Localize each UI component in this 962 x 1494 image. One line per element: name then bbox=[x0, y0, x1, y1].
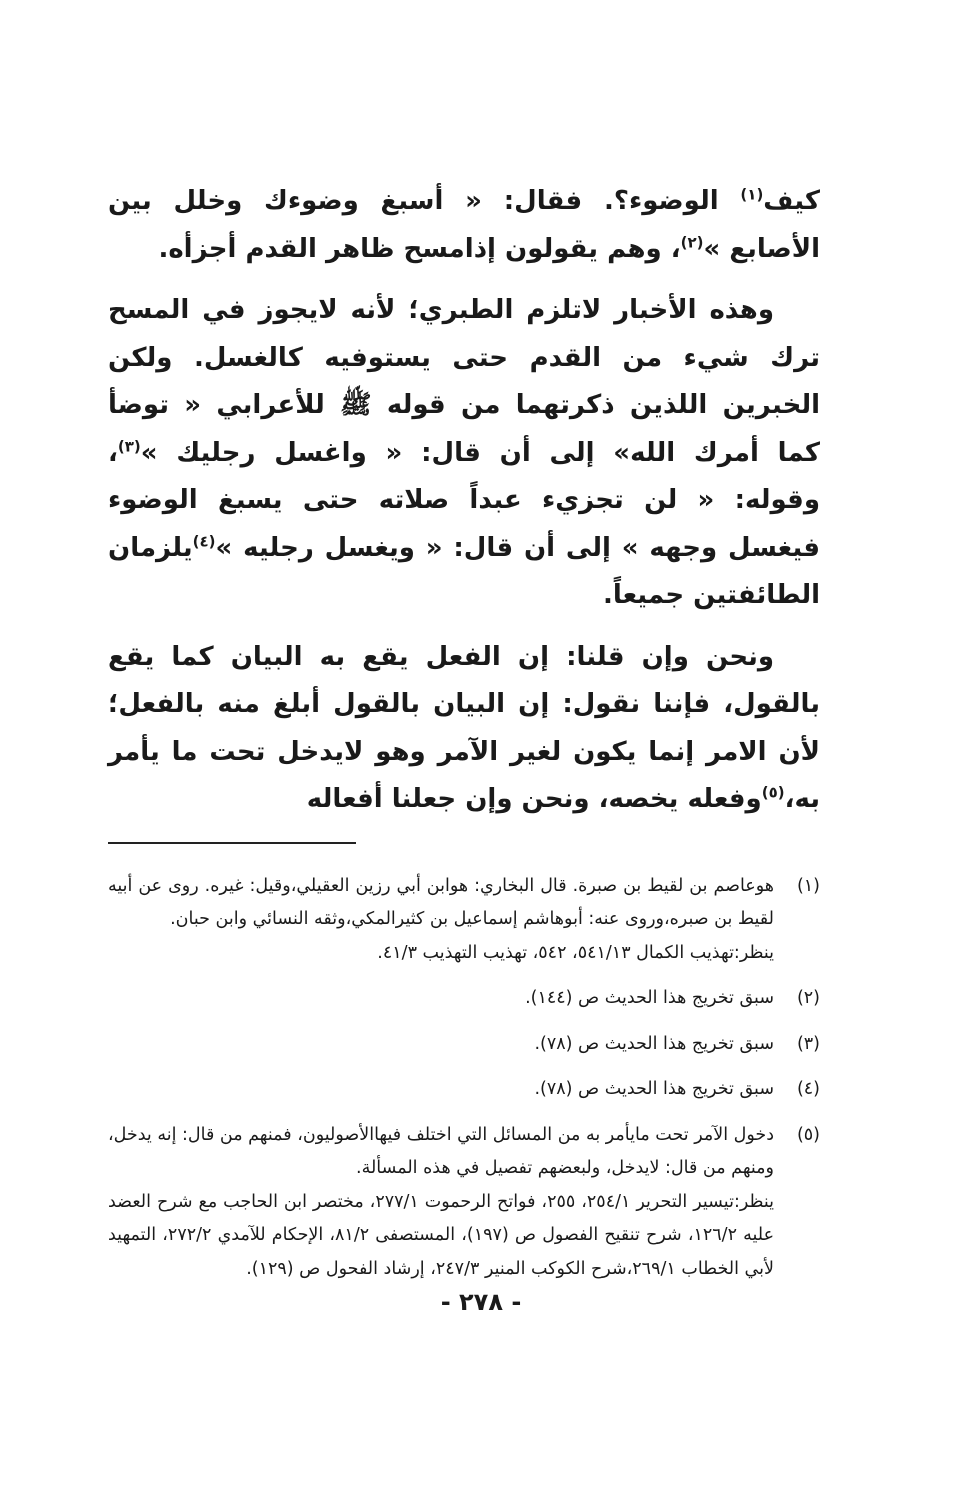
footnote-number: (١) bbox=[796, 875, 820, 896]
footnotes bbox=[108, 870, 820, 1287]
footnote-line: دخول الآمر تحت مايأمر به من المسائل التي اختلف فيهاالأصوليون، فمنهم من قال: إنه يدخل، ومنهم من قال: لايدخل، ولبعضهم تفصيل في هذه المسألة. bbox=[108, 1124, 774, 1178]
footnote-line: سبق تخريج هذا الحديث ص (٧٨). bbox=[534, 1079, 774, 1099]
footnote-ref-2: (٢) bbox=[680, 232, 704, 251]
footnote-ref-3: (٣) bbox=[117, 436, 141, 455]
footnote-text bbox=[108, 1073, 774, 1107]
footnote-2 bbox=[108, 982, 820, 1016]
footnote-line: ينظر:تهذيب الكمال ٥٤١/١٣، ٥٤٢، تهذيب التهذيب ٤١/٣. bbox=[377, 942, 774, 963]
paragraph-3 bbox=[108, 634, 820, 824]
text-segment: الوضوء؟. فقال: « أسبغ وضوءك وخلل بين الأصابع » bbox=[108, 186, 820, 264]
footnote-line: سبق تخريج هذا الحديث ص (١٤٤). bbox=[525, 988, 774, 1008]
text-segment: يلزمان الطائفتين جميعاً. bbox=[108, 532, 820, 610]
paragraph-2 bbox=[108, 287, 820, 620]
text-segment: ونحن وإن قلنا: إن الفعل يقع به البيان كما يقع بالقول، فإننا نقول: إن البيان بالقول أبلغ منه بالفعل؛ لأن الامر إنما يكون لغير الآمر وهو لايدخل تحت ما يأمر به، bbox=[108, 641, 820, 814]
footnote-ref-4: (٤) bbox=[192, 531, 216, 550]
text-segment: وفعله يخصه، ونحن وإن جعلنا أفعاله bbox=[306, 784, 762, 814]
footnote-ref-1: (١) bbox=[740, 185, 764, 204]
footnote-number: (٣) bbox=[796, 1033, 820, 1054]
footnote-line: هوعاصم بن لقيط بن صبرة. قال البخاري: هوابن أبي رزين العقيلي،وقيل: غيره. روى عن أبيه لقيط بن صبره،وروى عنه: أبوهاشم إسماعيل بن كثيرالمكي،وثقه النسائي وابن حبان. bbox=[108, 875, 774, 929]
main-text bbox=[108, 178, 820, 824]
text-segment: ، وقوله: « لن تجزيء عبداً صلاته حتى يسبغ الوضوء فيغسل وجهه » إلى أن قال: « ويغسل رجليه » bbox=[108, 437, 820, 563]
footnote-text bbox=[108, 1119, 774, 1287]
footnote-number: (٥) bbox=[796, 1124, 820, 1145]
footnote-line: ينظر:تيسير التحرير ٢٥٤/١، ٢٥٥، فواتح الرحموت ٢٧٧/١، مختصر ابن الحاجب مع شرح العضد عليه ١٢٦/٢، شرح تنقيح الفصول ص (١٩٧)، المستصفى ٨١/٢، الإحكام للآمدي ٢٧٢/٢، التمهيد لأبي الخطاب ٢٦٩/١،شرح الكوكب المنير ٢٤٧/٣، إرشاد الفحول ص (١٢٩). bbox=[108, 1191, 775, 1279]
page-body bbox=[108, 178, 820, 1298]
footnote-5 bbox=[108, 1119, 820, 1287]
footnote-1 bbox=[108, 870, 820, 971]
text-segment: ، وهم يقولون إذامسح ظاهر القدم أجزأه. bbox=[158, 233, 681, 264]
text-segment: وهذه الأخبار لاتلزم الطبري؛ لأنه لايجوز في المسح ترك شيء من القدم حتى يستوفيه كالغسل. ولكن الخبرين اللذين ذكرتهما من قوله ﷺ للأعرابي « توضأ كما أمرك الله» إلى أن قال: « واغسل رجليك » bbox=[108, 295, 820, 468]
footnote-text bbox=[108, 1028, 774, 1062]
footnote-ref-5: (٥) bbox=[761, 783, 785, 802]
paragraph-1 bbox=[108, 178, 820, 273]
page-number: - ٢٧٨ - bbox=[440, 1288, 522, 1316]
footnote-3 bbox=[108, 1028, 820, 1062]
footnote-text bbox=[108, 982, 774, 1016]
footnote-number: (٢) bbox=[796, 988, 820, 1008]
footnote-4 bbox=[108, 1073, 820, 1107]
footnote-line: سبق تخريج هذا الحديث ص (٧٨). bbox=[534, 1033, 774, 1054]
footnote-divider bbox=[108, 842, 356, 844]
footnote-text bbox=[108, 870, 774, 971]
footnote-number: (٤) bbox=[796, 1079, 820, 1099]
text-segment: كيف bbox=[763, 186, 820, 216]
